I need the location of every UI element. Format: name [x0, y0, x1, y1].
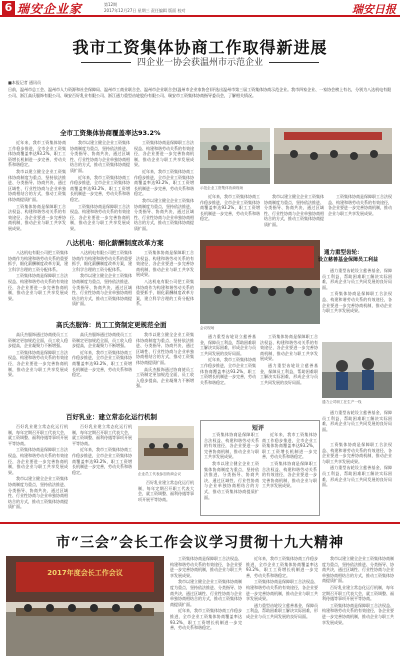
paragraph: 近年来，我市工资集体协商工作稳步推进，全市企业工资集体协商覆盖率达93.2%，职工工资增长机制进一步完善，劳动关系和谐稳定。: [246, 556, 318, 578]
paragraph: 工资集体协商是保障职工合法权益、构建和谐劳动关系的有效途径，各企业要进一步完善协商机制，推动企业与职工共享发展成果。: [8, 273, 68, 301]
text-column-10: [322, 268, 392, 338]
text-column-14: [200, 334, 256, 414]
paragraph: 近年来，我市工资集体协商工作稳步推进，全市企业工资集体协商覆盖率达93.2%，职工工资增长机制进一步完善，劳动关系和谐稳定。: [170, 608, 242, 631]
paragraph: 通力重型齿轮设立慈善基金，保障员工利益，帮助困难职工解决实际困难，形成企业与员工共同发展的良好局面。: [260, 362, 318, 385]
paragraph: 工资集体协商是保障职工合法权益、构建和谐劳动关系的有效途径，各企业要进一步完善协商机制，推动企业与职工共享发展成果。: [204, 432, 259, 460]
section-title-baihao: 百好乳业：建立常态化运行机制: [66, 413, 157, 421]
paragraph: 工资集体协商是保障职工合法权益、构建和谐劳动关系的有效途径，各企业要进一步完善协商机制，推动企业与职工共享发展成果。: [8, 447, 68, 475]
photo-conference-banner: [200, 240, 320, 324]
section-title-gaoshi: 高氏杰服饰：员工工资制定更规范全面: [56, 321, 167, 329]
paragraph: 高氏杰服饰通过协商使员工工资制定更加规范全面，员工收入稳步提高，企业凝聚力不断增强。: [8, 332, 68, 349]
commentary-column-2: [262, 432, 317, 512]
text-column-20: [322, 442, 392, 516]
paragraph: 通力重型齿轮设立慈善基金，保障员工利益，帮助困难职工解决实际困难，形成企业与员工共同发展的良好局面。: [200, 334, 256, 356]
photo-caption-1: 示范企业工资集体协商现场: [200, 186, 244, 190]
photo-workers-graphic: [322, 342, 392, 398]
paragraph: 工资集体协商是保障职工合法权益、构建和谐劳动关系的有效途径，各企业要进一步完善协商机制，推动企业与职工共享发展成果。: [260, 334, 318, 362]
issue-meta: [104, 2, 185, 14]
photo-caption-4: 通力公司职工在生产一线: [322, 400, 362, 404]
paragraph: 通力重型齿轮设立慈善基金，保障员工利益，帮助困难职工解决实际困难，形成企业与员工共同发展的良好局面。: [322, 410, 392, 432]
paragraph: 工资集体协商是保障职工合法权益、构建和谐劳动关系的有效途径，各企业要进一步完善协商机制，推动企业与职工共享发展成果。: [70, 203, 130, 231]
text-column-19: [138, 480, 194, 516]
text-column-22: [246, 556, 318, 654]
paragraph: 工资集体协商是保障职工合法权益、构建和谐劳动关系的有效途径，各企业要进一步完善协商机制，推动企业与职工共享发展成果。: [8, 203, 66, 231]
paragraph: 百好乳业建立常态化运行机制，每年定期召开职工代表大会，就工资调整、福利待遇等事项开展平等协商。: [8, 424, 68, 446]
text-column-21: [170, 556, 242, 654]
main-subhead: [0, 55, 400, 68]
paragraph: 近年来，我市工资集体协商工作稳步推进，全市企业工资集体协商覆盖率达93.2%，职工工资增长机制进一步完善，劳动关系和谐稳定。: [200, 194, 260, 222]
paragraph: 工资集体协商是保障职工合法权益、构建和谐劳动关系的有效途径，各企业要进一步完善协商机制，推动企业与职工共享发展成果。: [134, 140, 194, 168]
paragraph: 我市以建立健全企业工资集体协商制度为重点，坚持依法推进、分类指导、协商共决，通过区域性、行业性协商与企业单独协商相结合的方式，推动工资集体协商提质扩面。: [170, 579, 242, 607]
text-column-6: [328, 194, 392, 232]
text-column-11: [8, 332, 68, 406]
photo-meeting-left: [200, 128, 270, 184]
paragraph: 我市以建立健全企业工资集体协商制度为重点，坚持依法推进、分类指导、协商共决，通过区域性、行业性协商与企业单独协商相结合的方式，推动工资集体协商提质扩面。: [136, 332, 194, 365]
paragraph: 工资集体协商是保障职工合法权益、构建和谐劳动关系的有效途径，各企业要进一步完善协商机制，推动企业与职工共享发展成果。: [262, 460, 317, 489]
paragraph: 工资集体协商是保障职工合法权益、构建和谐劳动关系的有效途径，各企业要进一步完善协商机制，推动企业与职工共享发展成果。: [8, 349, 68, 378]
text-column-16: [322, 410, 392, 438]
issue-line-1: 第12期: [104, 2, 118, 7]
paragraph: 我市以建立健全企业工资集体协商制度为重点，坚持依法推进、分类指导、协商共决，通过区域性、行业性协商与企业单独协商相结合的方式，推动工资集体协商提质扩面。: [72, 273, 132, 307]
photo-baihao-meeting: [138, 426, 194, 470]
paragraph: 通力重型齿轮设立慈善基金，保障员工利益，帮助困难职工解决实际困难，形成企业与员工共同发展的良好局面。: [246, 602, 318, 619]
paragraph: 通力重型齿轮设立慈善基金，保障员工利益，帮助困难职工解决实际困难，形成企业与员工共同发展的良好局面。: [322, 465, 392, 488]
text-column-15: [260, 334, 318, 414]
photo-caption-2: 会议现场: [200, 326, 215, 330]
text-column-18: [72, 424, 132, 516]
paragraph: 近年来，我市工资集体协商工作稳步推进，全市企业工资集体协商覆盖率达93.2%，职工工资增长机制进一步完善，劳动关系和谐稳定。: [200, 357, 256, 385]
paragraph: 工资集体协商是保障职工合法权益、构建和谐劳动关系的有效途径，各企业要进一步完善协商机制，推动企业与职工共享发展成果。: [246, 579, 318, 602]
text-column-13: [136, 332, 194, 406]
paragraph: 我市以建立健全企业工资集体协商制度为重点，坚持依法推进、分类指导、协商共决，通过区域性、行业性协商与企业单独协商相结合的方式，推动工资集体协商提质扩面。: [8, 476, 68, 510]
byline: ■本报记者 通讯员: [8, 80, 42, 85]
issue-line-2: 2017年12月27日 星期三 责任编辑 版面 校对: [104, 8, 186, 13]
paragraph: 八达机电有限公司把工资集体协商作为构建和谐劳动关系的重要抓手，细化薪酬制度改革方案，建立科学合理的工资分配体系。: [136, 278, 194, 307]
section-divider: [0, 522, 400, 524]
text-column-3: [134, 140, 194, 232]
photo-meeting-left-graphic: [200, 128, 270, 184]
paragraph: 八达机电有限公司把工资集体协商作为构建和谐劳动关系的重要抓手，细化薪酬制度改革方案，建立科学合理的工资分配体系。: [72, 250, 132, 272]
paragraph: 工资集体协商是保障职工合法权益、构建和谐劳动关系的有效途径，各企业要进一步完善协商机制，推动企业与职工共享发展成果。: [328, 194, 392, 216]
paragraph: 百好乳业建立常态化运行机制，每年定期召开职工代表大会，就工资调整、福利待遇等事项开展平等协商。: [138, 480, 194, 502]
text-column-12: [72, 332, 132, 406]
section-title-coverage: 全市工资集体协商覆盖率达93.2%: [60, 129, 161, 137]
paragraph: 我市以建立健全企业工资集体协商制度为重点，坚持依法推进、分类指导、协商共决，通过区域性、行业性协商与企业单独协商相结合的方式，推动工资集体协商提质扩面。: [70, 140, 130, 173]
photo-conference-banner-graphic: [200, 240, 320, 324]
paragraph: 近年来，我市工资集体协商工作稳步推进，全市企业工资集体协商覆盖率达93.2%，职工工资增长机制进一步完善，劳动关系和谐稳定。: [72, 447, 132, 475]
main-headline: 我市工资集体协商工作取得新进展: [72, 38, 328, 57]
paragraph: 我市以建立健全企业工资集体协商制度为重点，坚持依法推进、分类指导、协商共决，通过区域性、行业性协商与企业单独协商相结合的方式，推动工资集体协商提质扩面。: [322, 556, 394, 584]
section-title-bada: 八达机电：细化薪酬制度改革方案: [66, 239, 164, 247]
paragraph: 工资集体协商是保障职工合法权益、构建和谐劳动关系的有效途径，各企业要进一步完善协商机制，推动企业与职工共享发展成果。: [170, 556, 242, 578]
photo-meeting-right-graphic: [274, 128, 392, 184]
paragraph: 近年来，我市工资集体协商工作稳步推进，全市企业工资集体协商覆盖率达93.2%，职工工资增长机制进一步完善，劳动关系和谐稳定。: [72, 349, 132, 378]
commentary-title: 短评: [252, 425, 265, 432]
text-column-1: [8, 140, 66, 232]
paragraph: 百好乳业建立常态化运行机制，每年定期召开职工代表大会，就工资调整、福利待遇等事项开展平等协商。: [322, 584, 394, 602]
lead-paragraph: 日前，温州市总工会、温州市人力资源和社会保障局、温州市工商业联合会、温州市企业联合会(温州市企业家协会)评选出温州市第三届工资集体协商示范企业。我市四家企业、一家协会榜上有名，分别为八达机电有限公司、浙江高氏服饰有限公司、瑞安百好乳业有限公司、浙江通力重型齿轮股份有限公司、瑞安市工资集体协商指导委员会，了解相关情况。: [8, 87, 392, 98]
masthead: [0, 0, 400, 17]
photo-meeting-right: [274, 128, 392, 184]
text-column-5: [264, 194, 324, 232]
paragraph: 我市以建立健全企业工资集体协商制度为重点，坚持依法推进、分类指导、协商共决，通过区域性、行业性协商与企业单独协商相结合的方式，推动工资集体协商提质扩面。: [264, 194, 324, 227]
paragraph: 高氏杰服饰通过协商使员工工资制定更加规范全面，员工收入稳步提高，企业凝聚力不断增强。: [136, 366, 194, 389]
text-column-7: [8, 250, 68, 312]
paragraph: 近年来，我市工资集体协商工作稳步推进，全市企业工资集体协商覆盖率达93.2%，职工工资增长机制进一步完善，劳动关系和谐稳定。: [70, 174, 130, 202]
section-title-tongli: 通力重型齿轮：: [324, 250, 363, 256]
paragraph: 近年来，我市工资集体协商工作稳步推进，全市企业工资集体协商覆盖率达93.2%，职工工资增长机制进一步完善，劳动关系和谐稳定。: [262, 432, 317, 460]
text-column-4: [200, 194, 260, 232]
photo-bottom-conference: [6, 556, 164, 656]
paragraph: 我市以建立健全企业工资集体协商制度为重点，坚持依法推进、分类指导、协商共决，通过区域性、行业性协商与企业单独协商相结合的方式，推动工资集体协商提质扩面。: [204, 460, 259, 500]
page-number: 6: [2, 1, 15, 15]
section-name: 瑞安企业家: [17, 2, 83, 16]
photo-caption-3: 企业员工代表参加协商会议: [138, 472, 182, 476]
paper-name: 瑞安日报: [352, 3, 396, 16]
text-column-23: [322, 556, 394, 654]
bottom-headline: 市“三会”会长工作会议学习贯彻十九大精神: [55, 535, 345, 551]
text-column-17: [8, 424, 68, 516]
paragraph: 工资集体协商是保障职工合法权益、构建和谐劳动关系的有效途径，各企业要进一步完善协商机制，推动企业与职工共享发展成果。: [136, 250, 194, 278]
paragraph: 八达机电有限公司把工资集体协商作为构建和谐劳动关系的重要抓手，细化薪酬制度改革方案，建立科学合理的工资分配体系。: [8, 250, 68, 272]
section-subtitle-tongli: 设立慈善基金保障员工利益: [318, 257, 379, 263]
paragraph: 我市以建立健全企业工资集体协商制度为重点，坚持依法推进、分类指导、协商共决，通过区域性、行业性协商与企业单独协商相结合的方式，推动工资集体协商提质扩面。: [134, 197, 194, 231]
paragraph: 百好乳业建立常态化运行机制，每年定期召开职工代表大会，就工资调整、福利待遇等事项开展平等协商。: [72, 424, 132, 446]
text-column-2: [70, 140, 130, 232]
subhead-text: 四企业一协会获温州市示范企业: [136, 58, 263, 68]
paragraph: 工资集体协商是保障职工合法权益、构建和谐劳动关系的有效途径，各企业要进一步完善协商机制，推动企业与职工共享发展成果。: [322, 602, 394, 625]
commentary-column-1: [204, 432, 259, 512]
paragraph: 工资集体协商是保障职工合法权益、构建和谐劳动关系的有效途径，各企业要进一步完善协商机制，推动企业与职工共享发展成果。: [322, 291, 392, 314]
photo-baihao-meeting-graphic: [138, 426, 194, 470]
paragraph: 高氏杰服饰通过协商使员工工资制定更加规范全面，员工收入稳步提高，企业凝聚力不断增强。: [72, 332, 132, 349]
paragraph: 工资集体协商是保障职工合法权益、构建和谐劳动关系的有效途径，各企业要进一步完善协商机制，推动企业与职工共享发展成果。: [322, 442, 392, 464]
paragraph: 我市以建立健全企业工资集体协商制度为重点，坚持依法推进、分类指导、协商共决，通过区域性、行业性协商与企业单独协商相结合的方式，推动工资集体协商提质扩面。: [8, 168, 66, 202]
paragraph: 通力重型齿轮设立慈善基金，保障员工利益，帮助困难职工解决实际困难，形成企业与员工共同发展的良好局面。: [322, 268, 392, 290]
paragraph: 近年来，我市工资集体协商工作稳步推进，全市企业工资集体协商覆盖率达93.2%，职工工资增长机制进一步完善，劳动关系和谐稳定。: [134, 168, 194, 197]
text-column-8: [72, 250, 132, 312]
photo-workers: [322, 342, 392, 398]
paragraph: 近年来，我市工资集体协商工作稳步推进，全市企业工资集体协商覆盖率达93.2%，职工工资增长机制进一步完善，劳动关系和谐稳定。: [8, 140, 66, 168]
text-column-9: [136, 250, 194, 312]
banner-text: 2017年度会长工作会议: [47, 569, 123, 577]
